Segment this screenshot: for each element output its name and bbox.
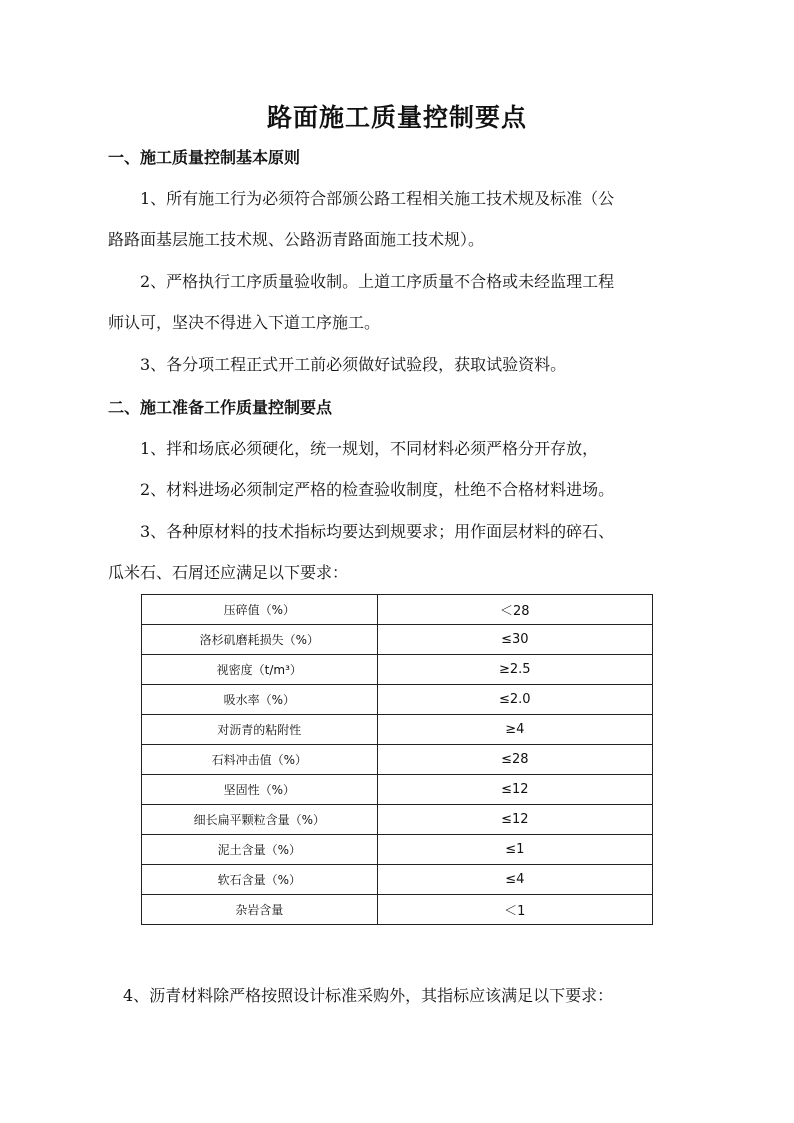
table-row [142,745,653,775]
table-row [142,865,653,895]
table-row [142,805,653,835]
section-2-paragraph-2: 2、材料进场必须制定严格的检查验收制度，杜绝不合格材料进场。 [140,480,615,499]
table-cell-value: ≤1 [377,835,652,865]
table-row [142,655,653,685]
table-row [142,595,653,625]
table-cell-item: 细长扁平颗粒含量（%） [142,805,378,835]
table-cell-value: ≥4 [377,715,652,745]
table-cell-value: ≤30 [377,625,652,655]
table-cell-item: 杂岩含量 [142,895,378,925]
table-cell-item: 吸水率（%） [142,685,378,715]
table-cell-item: 压碎值（%） [142,595,378,625]
table-row [142,835,653,865]
section-1-paragraph-2: 2、严格执行工序质量验收制。上道工序质量不合格或未经监理工程 [140,272,615,291]
table-cell-item: 坚固性（%） [142,775,378,805]
table-cell-value: ＜1 [377,895,652,925]
section-1-paragraph-2-cont: 师认可，坚决不得进入下道工序施工。 [108,313,381,332]
table-cell-value: ＜28 [377,595,652,625]
table-cell-item: 软石含量（%） [142,865,378,895]
page-title: 路面施工质量控制要点 [266,103,527,132]
table-cell-value: ≤2.0 [377,685,652,715]
table-cell-value: ≤4 [377,865,652,895]
section-2-paragraph-1: 1、拌和场底必须硬化，统一规划，不同材料必须严格分开存放， [140,439,599,458]
table-row [142,685,653,715]
table-cell-item: 泥土含量（%） [142,835,378,865]
table-cell-item: 石料冲击值（%） [142,745,378,775]
section-1-heading: 一、施工质量控制基本原则 [108,148,301,167]
aggregate-requirements-table [141,594,653,925]
section-2-paragraph-4: 4、沥青材料除严格按照设计标准采购外，其指标应该满足以下要求： [123,986,614,1005]
section-1-paragraph-1-cont: 路路面基层施工技术规、公路沥青路面施工技术规）。 [108,230,485,249]
table-cell-item: 对沥青的粘附性 [142,715,378,745]
table-cell-value: ≤28 [377,745,652,775]
section-2-paragraph-3-cont: 瓜米石、石屑还应满足以下要求： [108,563,349,582]
section-2-heading: 二、施工准备工作质量控制要点 [108,398,333,417]
table-cell-item: 洛杉矶磨耗损失（%） [142,625,378,655]
table-cell-value: ≤12 [377,775,652,805]
table-cell-value: ≥2.5 [377,655,652,685]
table-row [142,775,653,805]
table-cell-item: 视密度（t/m³） [142,655,378,685]
table-row [142,895,653,925]
section-1-paragraph-3: 3、各分项工程正式开工前必须做好试验段，获取试验资料。 [140,355,567,374]
table-cell-value: ≤12 [377,805,652,835]
table-row [142,625,653,655]
table-row [142,715,653,745]
section-2-paragraph-3: 3、各种原材料的技术指标均要达到规要求；用作面层材料的碎石、 [140,522,615,541]
section-1-paragraph-1: 1、所有施工行为必须符合部颁公路工程相关施工技术规及标准（公 [140,189,615,208]
